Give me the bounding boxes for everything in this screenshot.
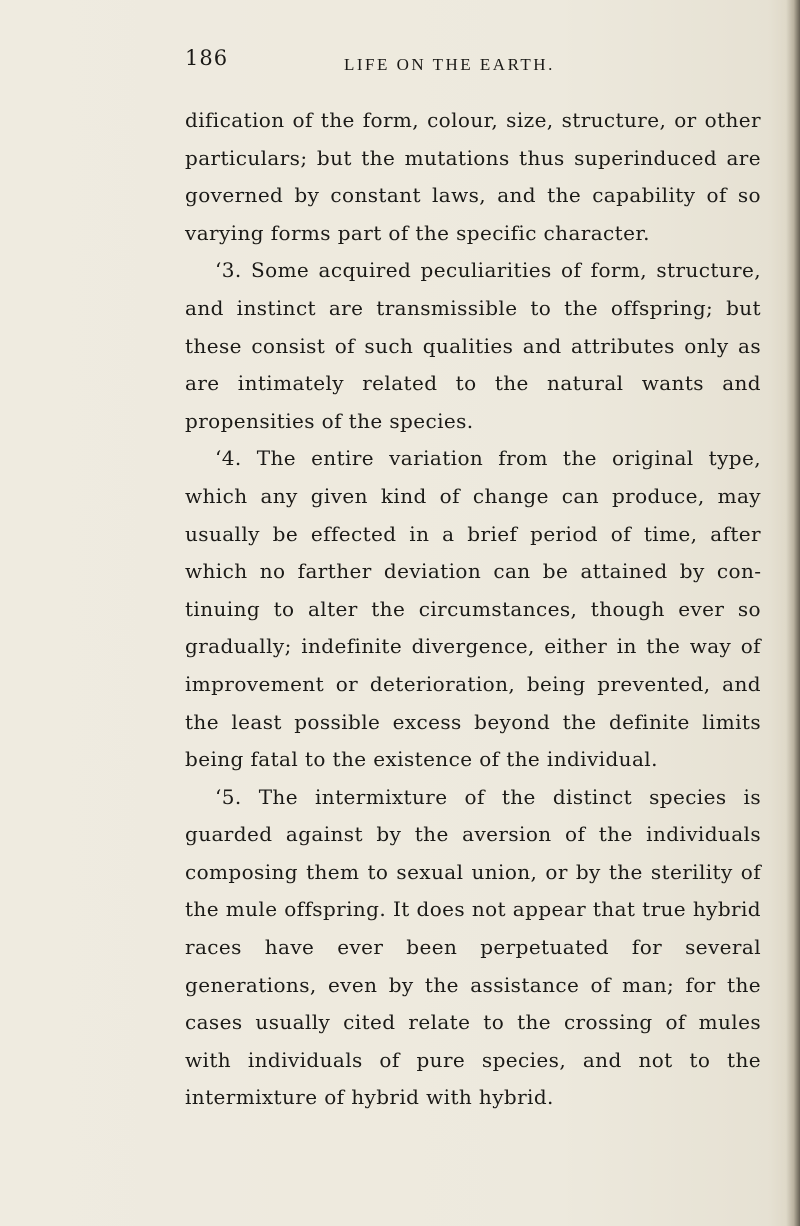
- page-number: 186: [185, 46, 229, 70]
- paragraph-3: ‘3. Some acquired peculiarities of form, structure, and instinct are transmissible to the offspring; but these consist of such qualities and attributes only as are intimately related to the natural wants and propensities of the species.: [185, 258, 761, 433]
- body-text: [185, 102, 761, 1117]
- page-edge-shadow: [786, 0, 800, 1226]
- paragraph-continuation: dification of the form, colour, size, structure, or other particulars; but the mutations thus superinduced are governed by constant laws, and the capability of so varying forms part of the specific character.: [185, 108, 761, 245]
- paragraph-4: ‘4. The entire variation from the original type, which any given kind of change can produce, may usually be effected in a brief period of time, after which no farther deviation can be attained by continuing to alter the circumstances, though ever so gradually; indefinite divergence, either in the way of improvement or deterioration, being prevented, and the least possible excess beyond the definite limits being fatal to the existence of the individual.: [185, 446, 761, 772]
- running-head: LIFE ON THE EARTH.: [344, 55, 555, 74]
- paragraph-5: ‘5. The intermixture of the distinct species is guarded against by the aversion of the individuals composing them to sexual union, or by the sterility of the mule offspring. It does not appear that true hybrid races have ever been perpetuated for several generations, even by the assistance of man; for the cases usually cited relate to the crossing of mules with individuals of pure species, and not to the intermixture of hybrid with hybrid.: [185, 784, 761, 1110]
